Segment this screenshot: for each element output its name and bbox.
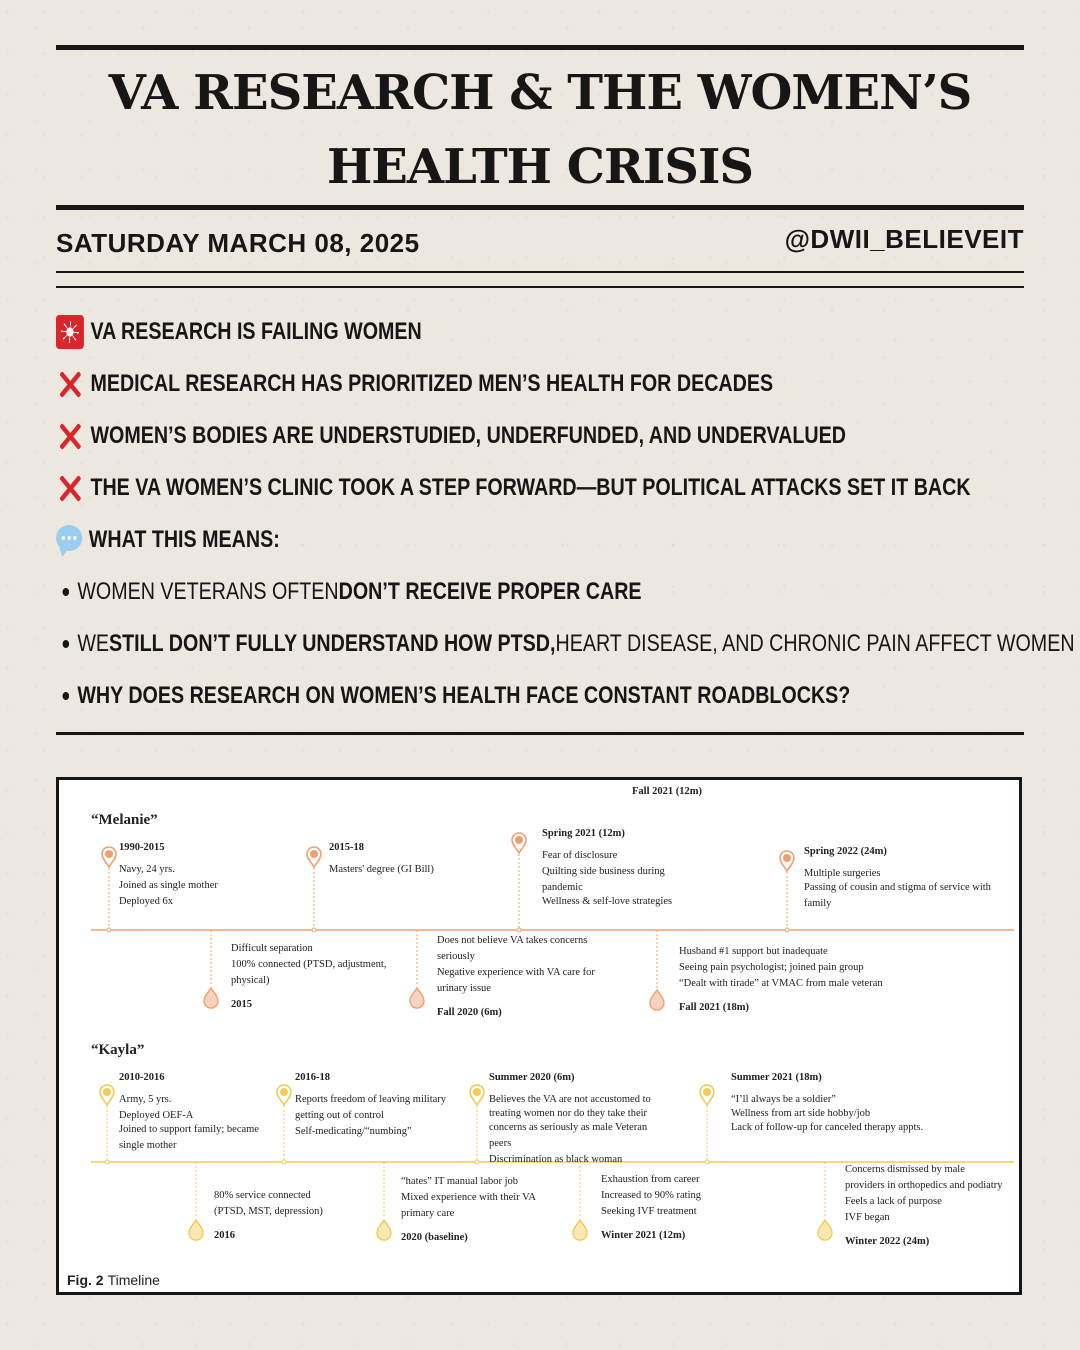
kayla-event-line: Mixed experience with their VA <box>401 1192 536 1203</box>
means-emphasis: DON’T RECEIVE PROPER CARE <box>338 578 642 605</box>
melanie-top-label: Fall 2021 (12m) <box>632 786 702 797</box>
melanie-event-title: Spring 2022 (24m) <box>804 846 887 857</box>
melanie-name: “Melanie” <box>91 812 158 828</box>
melanie-event <box>679 946 883 1014</box>
kayla-event-line: Self-medicating/“numbing” <box>295 1126 412 1137</box>
bullet-dot <box>63 640 70 648</box>
top-rule <box>56 45 1024 50</box>
melanie-event-title: Spring 2021 (12m) <box>542 828 625 839</box>
kayla-event-line: Army, 5 yrs. <box>119 1094 172 1105</box>
melanie-event <box>542 828 672 908</box>
siren-icon <box>56 315 84 349</box>
means-item <box>56 670 1040 722</box>
key-point-text: WOMEN’S BODIES ARE UNDERSTUDIED, UNDERFUNDED, AND UNDERVALUED <box>90 422 846 449</box>
means-item <box>56 566 1040 618</box>
kayla-event <box>401 1176 536 1244</box>
kayla-event-title: 2020 (baseline) <box>401 1232 468 1243</box>
melanie-axis-dot <box>785 928 789 932</box>
melanie-event-line: Negative experience with VA care for <box>437 967 595 978</box>
kayla-event-title: Summer 2020 (6m) <box>489 1072 575 1083</box>
kayla-event-title: 2016-18 <box>295 1072 330 1083</box>
kayla-axis-dot <box>282 1160 286 1164</box>
kayla-axis-dot <box>105 1160 109 1164</box>
kayla-event-line: (PTSD, MST, depression) <box>214 1206 323 1217</box>
kayla-event-line: getting out of control <box>295 1110 384 1121</box>
dateline: SATURDAY MARCH 08, 2025 <box>56 228 420 258</box>
kayla-event <box>295 1072 446 1138</box>
kayla-event-title: Summer 2021 (18m) <box>731 1072 822 1083</box>
kayla-event-line: Concerns dismissed by male <box>845 1164 965 1175</box>
kayla-event-line: Reports freedom of leaving military <box>295 1094 447 1105</box>
key-points <box>56 306 1075 722</box>
melanie-event-line: “Dealt with tirade” at VMAC from male veteran <box>679 978 883 989</box>
means-text: HEART DISEASE, AND CHRONIC PAIN AFFECT WOMEN <box>555 630 1075 657</box>
melanie-event-line: 100% connected (PTSD, adjustment, <box>231 959 387 970</box>
melanie-event-line: Difficult separation <box>231 943 313 954</box>
kayla-event-line: single mother <box>119 1140 177 1151</box>
melanie-pin-core <box>310 850 318 858</box>
melanie-drop <box>650 990 664 1010</box>
section-rule <box>56 732 1024 735</box>
kayla-pin-core <box>103 1088 111 1096</box>
kayla-event-line: 80% service connected <box>214 1190 311 1201</box>
kayla-event <box>119 1072 259 1152</box>
kayla-event-line: Joined to support family; became <box>119 1124 259 1135</box>
figure-caption-text: Timeline <box>107 1272 160 1288</box>
kayla-drop <box>189 1220 203 1240</box>
cross-mark-icon <box>56 471 84 505</box>
kayla-drop <box>818 1220 832 1240</box>
melanie-event-line: Seeing pain psychologist; joined pain group <box>679 962 864 973</box>
melanie-event-line: Quilting side business during <box>542 866 665 877</box>
melanie-event-line: Fear of disclosure <box>542 850 618 861</box>
melanie-event <box>231 943 386 1011</box>
speech-bubble-icon <box>56 525 82 551</box>
kayla-event-line: Exhaustion from career <box>601 1174 700 1185</box>
melanie-event-line: Wellness & self-love strategies <box>542 896 673 907</box>
melanie-event-line: Masters' degree (GI Bill) <box>329 864 434 875</box>
date-rule-1 <box>56 271 1024 273</box>
cross-mark-icon <box>56 367 84 401</box>
kayla-pin-core <box>473 1088 481 1096</box>
kayla-event-line: Deployed OEF-A <box>119 1110 194 1121</box>
melanie-event-line: Navy, 24 yrs. <box>119 864 175 875</box>
melanie-event-line: Joined as single mother <box>119 880 218 891</box>
melanie-event-line: Multiple surgeries <box>804 868 881 879</box>
kayla-event-line: Seeking IVF treatment <box>601 1206 697 1217</box>
kayla-drop <box>573 1220 587 1240</box>
melanie-event <box>329 842 434 876</box>
kayla-event-title: Winter 2022 (24m) <box>845 1236 930 1247</box>
melanie-event-title: 2015-18 <box>329 842 364 853</box>
date-rule-2 <box>56 286 1024 288</box>
key-point <box>56 462 1040 514</box>
melanie-drop <box>410 988 424 1008</box>
kayla-pin-core <box>703 1088 711 1096</box>
melanie-event-title: 2015 <box>231 999 252 1010</box>
key-point-text: MEDICAL RESEARCH HAS PRIORITIZED MEN’S HEALTH FOR DECADES <box>90 370 774 397</box>
cross-mark-icon <box>56 419 84 453</box>
kayla-event <box>731 1072 923 1134</box>
kayla-axis-dot <box>475 1160 479 1164</box>
kayla-drop <box>377 1220 391 1240</box>
kayla-event-line: primary care <box>401 1208 455 1219</box>
melanie-event-line: seriously <box>437 951 475 962</box>
melanie-event-line: urinary issue <box>437 983 491 994</box>
kayla-event <box>845 1164 1002 1248</box>
means-text: WOMEN VETERANS OFTEN <box>77 578 339 605</box>
kayla-name: “Kayla” <box>91 1042 145 1058</box>
melanie-event <box>437 935 595 1019</box>
melanie-event-title: Fall 2020 (6m) <box>437 1007 502 1018</box>
melanie-event-line: pandemic <box>542 882 583 893</box>
kayla-event <box>489 1072 651 1166</box>
kayla-event-title: 2016 <box>214 1230 235 1241</box>
figure-caption <box>67 1272 160 1288</box>
melanie-event-line: Husband #1 support but inadequate <box>679 946 828 957</box>
page-title: VA RESEARCH & THE WOMEN’S HEALTH CRISIS <box>108 65 972 195</box>
kayla-event-line: Feels a lack of purpose <box>845 1196 942 1207</box>
kayla-axis-dot <box>705 1160 709 1164</box>
melanie-pin-core <box>515 836 523 844</box>
melanie-event-line: Passing of cousin and stigma of service with <box>804 882 991 893</box>
melanie-event-line: family <box>804 898 832 909</box>
kayla-event-title: 2010-2016 <box>119 1072 165 1083</box>
key-point <box>56 358 1040 410</box>
key-point-text: VA RESEARCH IS FAILING WOMEN <box>90 318 422 345</box>
kayla-event-line: Wellness from art side hobby/job <box>731 1108 871 1119</box>
author-handle: @DWII_BELIEVEIT <box>784 224 1024 254</box>
melanie-pin-core <box>783 854 791 862</box>
kayla-event-line: “hates” IT manual labor job <box>401 1176 519 1187</box>
melanie-axis-dot <box>312 928 316 932</box>
means-emphasis: WHY DOES RESEARCH ON WOMEN’S HEALTH FACE CONSTANT ROADBLOCKS? <box>77 682 851 709</box>
kayla-event <box>601 1174 701 1242</box>
title-rule <box>56 205 1024 210</box>
means-emphasis: STILL DON’T FULLY UNDERSTAND HOW PTSD, <box>109 630 556 657</box>
timeline-figure <box>56 777 1022 1295</box>
melanie-event-title: 1990-2015 <box>119 842 165 853</box>
melanie-axis-dot <box>517 928 521 932</box>
melanie-drop <box>204 988 218 1008</box>
melanie-event-line: Does not believe VA takes concerns <box>437 935 588 946</box>
bullet-dot <box>63 692 70 700</box>
kayla-event-line: Believes the VA are not accustomed to <box>489 1094 651 1105</box>
melanie-event <box>804 846 991 910</box>
melanie-event-line: physical) <box>231 975 270 986</box>
melanie-pin-core <box>105 850 113 858</box>
kayla-event-line: “I’ll always be a soldier” <box>731 1094 836 1105</box>
kayla-event <box>214 1190 323 1242</box>
melanie-event-line: Deployed 6x <box>119 896 173 907</box>
means-text: WE <box>77 630 110 657</box>
kayla-event-line: Lack of follow-up for canceled therapy appts. <box>731 1122 924 1133</box>
kayla-event-line: Increased to 90% rating <box>601 1190 702 1201</box>
figure-caption-label: Fig. 2 <box>67 1272 104 1288</box>
key-point <box>56 306 1040 358</box>
bullet-dot <box>63 588 70 596</box>
kayla-event-line: peers <box>489 1138 512 1149</box>
melanie-event-title: Fall 2021 (18m) <box>679 1002 749 1013</box>
key-point-text: THE VA WOMEN’S CLINIC TOOK A STEP FORWARD—BUT POLITICAL ATTACKS SET IT BACK <box>90 474 971 501</box>
key-point-text: WHAT THIS MEANS: <box>88 526 280 553</box>
kayla-event-line: Discrimination as black woman <box>489 1154 623 1165</box>
melanie-axis-dot <box>107 928 111 932</box>
kayla-event-line: providers in orthopedics and podiatry <box>845 1180 1003 1191</box>
kayla-event-title: Winter 2021 (12m) <box>601 1230 686 1241</box>
melanie-event <box>119 842 218 908</box>
key-point <box>56 410 1040 462</box>
kayla-pin-core <box>280 1088 288 1096</box>
key-point <box>56 514 1040 566</box>
kayla-event-line: treating women nor do they take their <box>489 1108 648 1119</box>
kayla-event-line: IVF began <box>845 1212 890 1223</box>
means-item <box>56 618 1075 670</box>
kayla-event-line: concerns as seriously as male Veteran <box>489 1122 648 1133</box>
